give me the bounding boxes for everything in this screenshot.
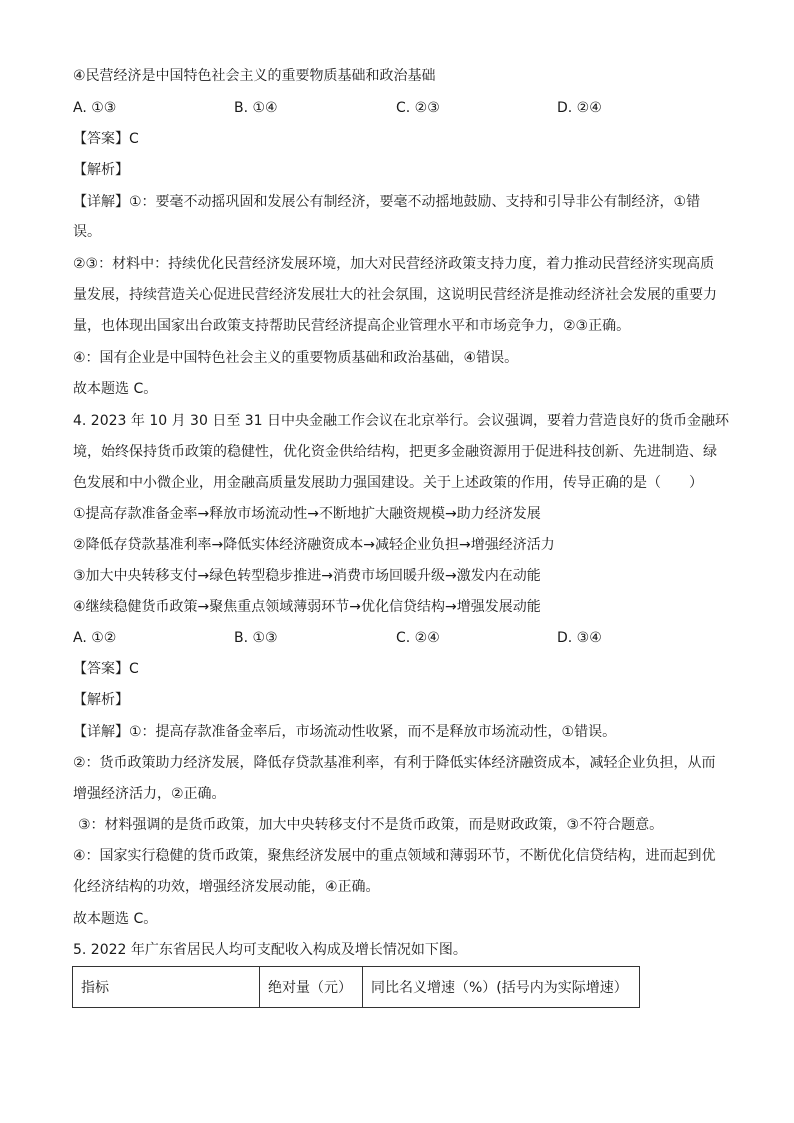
q3-conclusion: 故本题选 C。 [73,381,158,397]
q4-analysis-label: 【解析】 [73,692,129,708]
q4-stem-line: 色发展和中小微企业，用金融高质量发展助力强国建设。关于上述政策的作用，传导正确的是（ ） [73,475,703,491]
table-header-cell: 同比名义增速（%）(括号内为实际增速） [363,967,640,1008]
q4-option-a: A. ①② [73,630,117,646]
table-header-cell: 绝对量（元） [260,967,363,1008]
q3-option-d: D. ②④ [557,100,602,116]
q4-option-c: C. ②④ [396,630,440,646]
q4-statement-3: ③加大中央转移支付→绿色转型稳步推进→消费市场回暖升级→激发内在动能 [73,568,541,584]
q3-answer: 【答案】C [73,131,139,147]
q3-detail-line: 量，也体现出国家出台政策支持帮助民营经济提高企业管理水平和市场竞争力，②③正确。 [73,318,631,334]
q3-detail-line: ④：国有企业是中国特色社会主义的重要物质基础和政治基础，④错误。 [73,350,519,366]
q3-detail-line: ②③：材料中：持续优化民营经济发展环境，加大对民营经济政策支持力度，着力推动民营经济实现高质 [73,256,715,272]
q4-conclusion: 故本题选 C。 [73,911,158,927]
q4-option-b: B. ①③ [234,630,278,646]
q4-detail-line: ②：货币政策助力经济发展，降低存贷款基准利率，有利于降低实体经济融资成本，减轻企业负担，从而 [73,755,716,771]
q4-stem-line: 境，始终保持货币政策的稳健性，优化资金供给结构，把更多金融资源用于促进科技创新、先进制造、绿 [73,444,717,460]
q4-answer: 【答案】C [73,661,139,677]
q4-detail-line: ③：材料强调的是货币政策，加大中央转移支付不是货币政策，而是财政政策，③不符合题意。 [78,817,664,833]
q4-statement-4: ④继续稳健货币政策→聚焦重点领域薄弱环节→优化信贷结构→增强发展动能 [73,599,541,615]
q3-option-c: C. ②③ [396,100,440,116]
q3-analysis-label: 【解析】 [73,162,129,178]
table-header-row [73,967,640,1008]
q3-detail-line: 【详解】①：要毫不动摇巩固和发展公有制经济，要毫不动摇地鼓励、支持和引导非公有制经济，①错 [73,194,701,210]
q4-statement-1: ①提高存款准备金率→释放市场流动性→不断地扩大融资规模→助力经济发展 [73,506,541,522]
q4-option-d: D. ③④ [557,630,602,646]
q4-detail-line: 【详解】①：提高存款准备金率后，市场流动性收紧，而不是释放市场流动性，①错误。 [73,724,617,740]
q3-statement-4: ④民营经济是中国特色社会主义的重要物质基础和政治基础 [73,68,436,84]
q3-option-b: B. ①④ [234,100,278,116]
q5-stem: 5. 2022 年广东省居民人均可支配收入构成及增长情况如下图。 [73,942,467,958]
q3-detail-line: 误。 [73,224,101,240]
income-table [72,966,640,1008]
q4-detail-line: ④：国家实行稳健的货币政策，聚焦经济发展中的重点领域和薄弱环节，不断优化信贷结构，进而起到优 [73,848,716,864]
q3-option-a: A. ①③ [73,100,117,116]
q4-detail-line: 化经济结构的功效，增强经济发展动能，④正确。 [73,879,380,895]
q4-detail-line: 增强经济活力，②正确。 [73,786,226,802]
q4-statement-2: ②降低存贷款基准利率→降低实体经济融资成本→减轻企业负担→增强经济活力 [73,537,555,553]
q4-stem-line: 4. 2023 年 10 月 30 日至 31 日中央金融工作会议在北京举行。会议强调，要着力营造良好的货币金融环 [73,413,730,429]
q3-detail-line: 量发展，持续营造关心促进民营经济发展壮大的社会氛围，这说明民营经济是推动经济社会发展的重要力 [73,287,717,303]
table-header-cell: 指标 [73,967,260,1008]
